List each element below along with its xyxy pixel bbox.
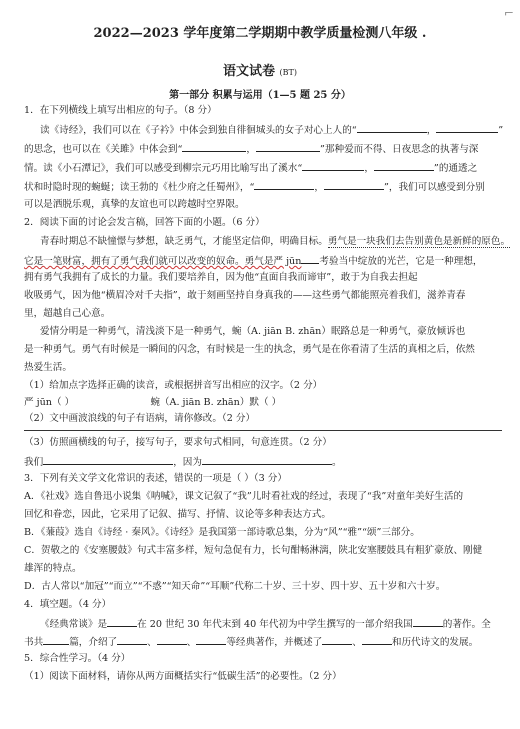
q1-line-3: 情。读《小石潭记》，我们可以感受到柳宗元巧用比喻写出了溪水“ ， ”的通透之 [24,160,502,176]
answer-blank[interactable] [374,160,434,171]
q2-para-4: 收吸勇气，因为他“横眉冷对千夫指”，敢于刻画坚持自身真我的——这些勇气都能照亮着我们，滋养青春 [24,290,466,301]
q2-sub-1: （1）给加点字选择正确的读音，或根据拼音写出相应的汉字。（2 分） [24,380,323,391]
answer-blank[interactable] [117,634,147,645]
q3-heading: 3．下列有关文学文化常识的表述，错误的一项是（ ）（3 分） [24,473,287,484]
corner-mark: ⌐ [503,6,514,20]
answer-blank[interactable] [436,122,498,133]
q1-line-5: 可以是洒脱乐观，真挚的友谊也可以跨越时空界限。 [24,199,245,210]
q2-para-3: 拥有勇气我拥有了成长的力量。我们要培养自，因为他“直面自我而谛审”，敢于为自我去担起 [24,272,418,283]
q4-text-2: 在 20 世纪 30 年代末到 40 年代初为中学生撰写的一部介绍我国 [137,619,413,630]
subtitle-tag: (BT) [279,68,297,77]
q3-option-a-cont: 回忆和眷恋，因此，它采用了记叙、描写、抒情、议论等多种表达方式。 [24,509,331,520]
q1-line-4: 状和时隐时现的蜿蜒；读王勃的《杜少府之任蜀州》，“ ， ”，我们可以感受到分别 [24,179,502,195]
q2-wavy-sentence: 它是一笔财富，拥有了勇气我们就可以改变的奴命。勇气是严 jūn [24,256,302,267]
q3-option-d[interactable]: D．古人常以“加冠”“而立”“不惑”“知天命”“耳顺”代称二十岁、三十岁、四十岁、五十岁和六十岁。 [24,581,446,592]
exam-title: 2022—2023 学年度第二学期期中教学质量检测八年级 . [93,26,427,41]
answer-blank[interactable] [256,141,320,152]
answer-jun[interactable]: 严 jūn（ ） [24,397,75,408]
answer-blank[interactable] [43,634,69,645]
q1-line-1: 读《诗经》，我们可以在《子衿》中体会到独自徘徊城头的女子对心上人的“ ， ” [24,122,502,138]
q2-underlined-1: 勇气是一块我们去告别黄色是新鲜的原色。 [327,236,511,247]
q2-para-2 [24,253,502,269]
answer-blank[interactable] [254,179,314,190]
answer-blank[interactable] [302,160,364,171]
answer-line[interactable] [24,430,502,431]
subtitle-text: 语文试卷 [222,64,275,79]
q4-text-1: 《经典常谈》是 [40,619,108,630]
q2-sub-3: （3）仿照画横线的句子，接写句子，要求句式相同，句意连贯。（2 分） [24,437,332,448]
q5-heading: 5．综合性学习。（4 分） [24,653,131,664]
answer-blank[interactable] [301,253,319,264]
q3-option-a[interactable]: A．《社戏》选自鲁迅小说集《呐喊》，课文记叙了“我”儿时看社戏的经过，表现了“我”对童年美好生活的 [24,491,464,502]
q1-text-1: 读《诗经》，我们可以在《子衿》中体会到独自徘徊城头的女子对心上人的“ [40,125,357,136]
q2-sub-1-answers [24,396,502,410]
q2-text-1: 青春时期总不缺憧憬与梦想，缺乏勇气，才能坚定信仰，明确目标。 [40,236,328,247]
q5-sub-1: （1）阅读下面材料，请你从两方面概括实行“低碳生活”的必要性。（2 分） [24,671,342,682]
q2-para-1 [24,235,511,249]
answer-blank[interactable] [107,616,137,627]
q1-text-7: ”，我们可以感受到分别 [383,182,485,193]
answer-blank[interactable] [157,634,187,645]
exam-subtitle [0,60,520,79]
q4-text-7: 和历代诗文的发展。 [391,637,479,648]
answer-blank[interactable] [43,454,173,465]
q4-text-5: 篇，介绍了 [69,637,118,648]
q4-heading: 4．填空题。（4 分） [24,599,112,610]
answer-blank[interactable] [196,634,226,645]
q1-text-5: ”的通透之 [433,163,478,174]
answer-blank[interactable] [202,454,332,465]
q1-text-3: ”那种爱而不得、日夜思念的执著与深 [320,144,479,155]
q2-heading: 2．阅读下面的讨论会发言稿，回答下面的小题。（6 分） [24,217,265,228]
q3-option-c[interactable]: C．贺敬之的《安塞腰鼓》句式丰富多样，短句急促有力，长句酣畅淋漓，陕北安塞腰鼓具有粗犷豪放、刚健 [24,545,483,556]
answer-blank[interactable] [182,141,246,152]
q3-option-b[interactable]: B．《蒹葭》选自《诗经 · 秦风》。《诗经》是我国第一部诗歌总集，分为“风”“雅”“颂”三部分。 [24,527,420,538]
q2-para-8: 热爱生活。 [24,362,72,373]
answer-blank[interactable] [324,179,384,190]
q2-para-6: 爱情分明是一种勇气，清浅淡下是一种勇气，蜿（A. jiān B. zhān）眠路总是一种勇气，豪放倾诉也 [40,326,466,337]
answer-prefix-1: 我们 [24,457,44,468]
q2-text-2: 考验当中绽放的光芒，它是一种理想， [319,256,483,267]
q2-para-5: 里，超越自己心意。 [24,308,111,319]
q1-text-6: 状和时隐时现的蜿蜒；读王勃的《杜少府之任蜀州》，“ [24,182,255,193]
q4-text-4: 书共 [24,637,44,648]
answer-choice[interactable]: 蜿（A. jiān B. zhān）默（ ） [150,397,282,408]
answer-blank[interactable] [322,634,352,645]
section-heading: 第一部分 积累与运用（1—5 题 25 分） [169,90,351,101]
q1-line-2: 的思念，也可以在《关雎》中体会到“ ， ”那种爱而不得、日夜思念的执著与深 [24,141,502,157]
q1-text-2: 的思念，也可以在《关雎》中体会到“ [24,144,183,155]
answer-blank[interactable] [413,616,443,627]
q3-option-c-cont: 雄浑的特点。 [24,563,82,574]
q1-text-4: 情。读《小石潭记》，我们可以感受到柳宗元巧用比喻写出了溪水“ [24,163,303,174]
q4-text-3: 的著作。全 [442,619,491,630]
q2-sub-3-answer: 我们 ，因为 。 [24,454,502,470]
answer-blank[interactable] [362,634,392,645]
answer-prefix-2: ，因为 [173,457,202,468]
q4-line-2: 书共 篇，介绍了 、 、 等经典著作，并概述了 、 和历代诗文的发展。 [24,634,502,650]
answer-blank[interactable] [357,122,427,133]
q4-text-6: 等经典著作，并概述了 [226,637,323,648]
q1-heading: 1．在下列横线上填写出相应的句子。（8 分） [24,105,217,116]
q2-para-7: 是一种勇气。勇气有时候是一瞬间的闪念，有时候是一生的执念，勇气是在你看清了生活的真相之后，依然 [24,344,475,355]
q4-line-1 [24,616,502,632]
q2-sub-2: （2）文中画波浪线的句子有语病，请你修改。（2 分） [24,413,256,424]
